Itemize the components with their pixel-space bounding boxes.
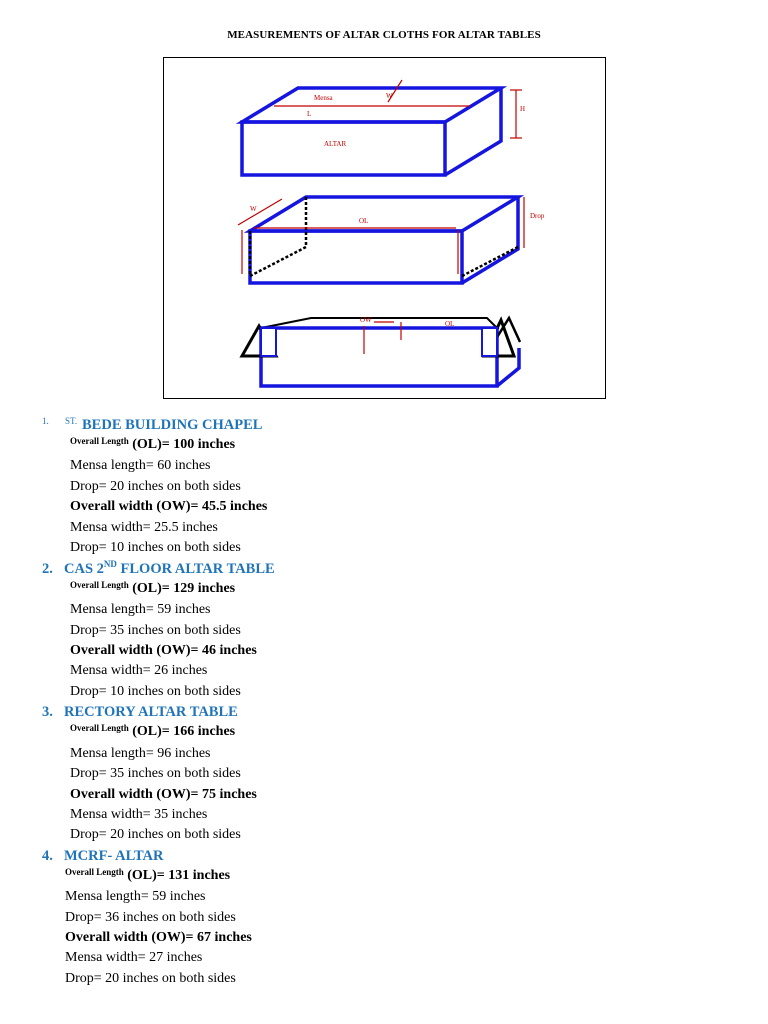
overall-length-value: (OL)= 166 inches	[132, 724, 236, 739]
mensa-length: Mensa length= 59 inches	[65, 889, 206, 904]
drop-width: Drop= 10 inches on both sides	[70, 540, 241, 555]
section-heading: MCRF- ALTAR	[64, 848, 164, 864]
cloth-dimension-lines	[238, 197, 524, 274]
mensa-width: Mensa width= 25.5 inches	[70, 520, 218, 535]
mensa-width: Mensa width= 35 inches	[70, 807, 208, 822]
heading-prefix: ST.	[65, 416, 78, 426]
section-number: 1.	[42, 416, 49, 426]
section-heading	[64, 561, 275, 578]
drop-length: Drop= 35 inches on both sides	[70, 766, 241, 781]
section-number: 2.	[42, 561, 53, 577]
mensa-label: Mensa	[314, 94, 333, 102]
overall-width: Overall width (OW)= 75 inches	[70, 787, 257, 802]
mensa-width: Mensa width= 26 inches	[70, 663, 208, 678]
overall-width: Overall width (OW)= 46 inches	[70, 643, 257, 658]
folded-cloth-box	[242, 318, 520, 386]
mensa-length: Mensa length= 96 inches	[70, 746, 211, 761]
overall-length-line	[70, 437, 235, 453]
section-number: 4.	[42, 848, 53, 864]
mensa-length: Mensa length= 59 inches	[70, 602, 211, 617]
heading-part-a: CAS 2	[64, 561, 104, 577]
section-number: 3.	[42, 704, 53, 720]
drop-width: Drop= 10 inches on both sides	[70, 684, 241, 699]
altar-diagram-svg	[164, 58, 607, 400]
ol-label: OL	[359, 217, 369, 225]
ol-label-2: OL	[445, 320, 455, 328]
drop-width: Drop= 20 inches on both sides	[70, 827, 241, 842]
overall-length-value: (OL)= 131 inches	[127, 868, 231, 883]
altar-diagram	[163, 57, 606, 399]
overall-length-label: Overall Length	[70, 723, 129, 733]
section-heading: RECTORY ALTAR TABLE	[64, 704, 238, 720]
cloth-box	[250, 197, 518, 283]
overall-length-line	[65, 868, 230, 884]
overall-length-label: Overall Length	[70, 436, 129, 446]
section-heading: BEDE BUILDING CHAPEL	[82, 417, 263, 433]
overall-length-label: Overall Length	[65, 867, 124, 877]
drop-length: Drop= 20 inches on both sides	[70, 479, 241, 494]
h-label: H	[520, 105, 526, 113]
drop-label: Drop	[530, 212, 545, 220]
w-label-2: W	[250, 205, 257, 213]
l-label: L	[307, 110, 312, 118]
heading-part-b: FLOOR ALTAR TABLE	[120, 561, 275, 577]
altar-box	[242, 88, 501, 175]
overall-length-value: (OL)= 100 inches	[132, 437, 236, 452]
drop-length: Drop= 36 inches on both sides	[65, 910, 236, 925]
overall-length-line	[70, 581, 235, 597]
mensa-width: Mensa width= 27 inches	[65, 950, 203, 965]
heading-sup: ND	[103, 559, 117, 569]
overall-width: Overall width (OW)= 67 inches	[65, 930, 252, 945]
mensa-length: Mensa length= 60 inches	[70, 458, 211, 473]
overall-length-line	[70, 724, 235, 740]
overall-length-value: (OL)= 129 inches	[132, 581, 236, 596]
overall-length-label: Overall Length	[70, 580, 129, 590]
drop-length: Drop= 35 inches on both sides	[70, 623, 241, 638]
overall-width: Overall width (OW)= 45.5 inches	[70, 499, 268, 514]
drop-width: Drop= 20 inches on both sides	[65, 971, 236, 986]
w-label: W	[386, 92, 393, 100]
ow-label: OW	[360, 316, 372, 324]
page-title: MEASUREMENTS OF ALTAR CLOTHS FOR ALTAR TABLES	[227, 29, 541, 41]
altar-label: ALTAR	[324, 140, 347, 148]
cloth-drape-lines	[250, 197, 518, 276]
